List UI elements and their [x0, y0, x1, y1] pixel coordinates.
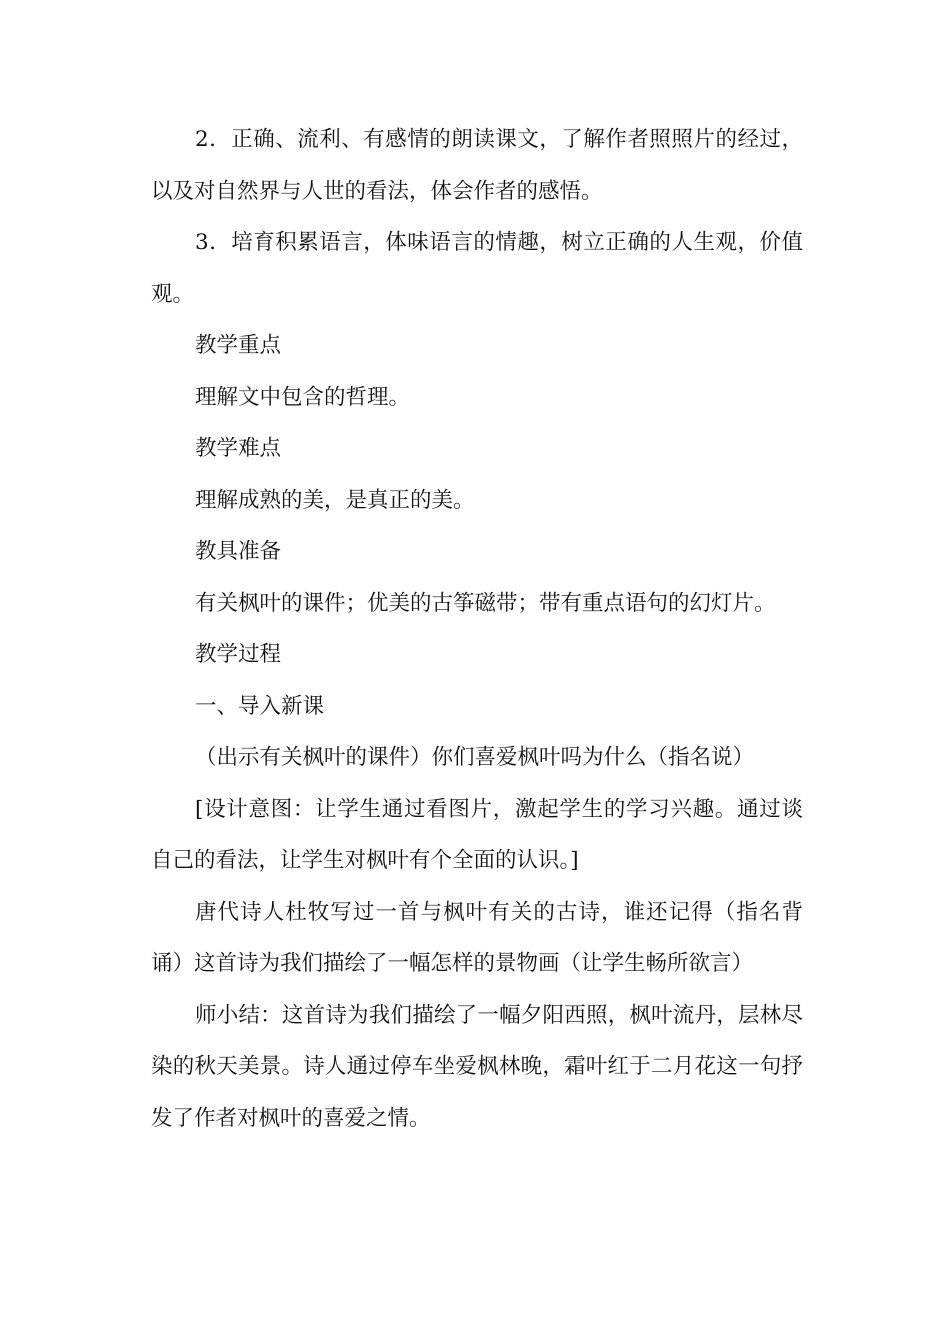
- paragraph-du-mu-poem: 唐代诗人杜牧写过一首与枫叶有关的古诗，谁还记得（指名背诵）这首诗为我们描绘了一幅怎样的景物画（让学生畅所欲言）: [151, 899, 803, 976]
- paragraph-objective-2: 2．正确、流利、有感情的朗读课文，了解作者照照片的经过，以及对自然界与人世的看法，体会作者的感悟。: [151, 127, 803, 204]
- heading-materials: 教具准备: [195, 539, 282, 564]
- heading-difficulties: 教学难点: [195, 436, 282, 461]
- heading-key-points: 教学重点: [195, 333, 282, 358]
- document-body: [151, 114, 803, 1144]
- paragraph-materials: 有关枫叶的课件；优美的古筝磁带；带有重点语句的幻灯片。: [195, 590, 776, 616]
- paragraph-show-courseware: （出示有关枫叶的课件）你们喜爱枫叶吗为什么（指名说）: [195, 745, 755, 770]
- heading-process: 教学过程: [195, 642, 282, 667]
- paragraph-teacher-summary: 师小结：这首诗为我们描绘了一幅夕阳西照，枫叶流丹，层林尽染的秋天美景。诗人通过停车坐爱枫林晚，霜叶红于二月花这一句抒发了作者对枫叶的喜爱之情。: [151, 1002, 803, 1131]
- heading-introduction: 一、导入新课: [195, 693, 325, 719]
- paragraph-key-points: 理解文中包含的哲理。: [195, 384, 411, 410]
- paragraph-design-intent: [设计意图：让学生通过看图片，激起学生的学习兴趣。通过谈自己的看法，让学生对枫叶有个全面的认识。]: [151, 796, 803, 873]
- paragraph-difficulties: 理解成熟的美，是真正的美。: [195, 487, 475, 513]
- paragraph-objective-3: 3．培育积累语言，体味语言的情趣，树立正确的人生观，价值观。: [151, 230, 803, 307]
